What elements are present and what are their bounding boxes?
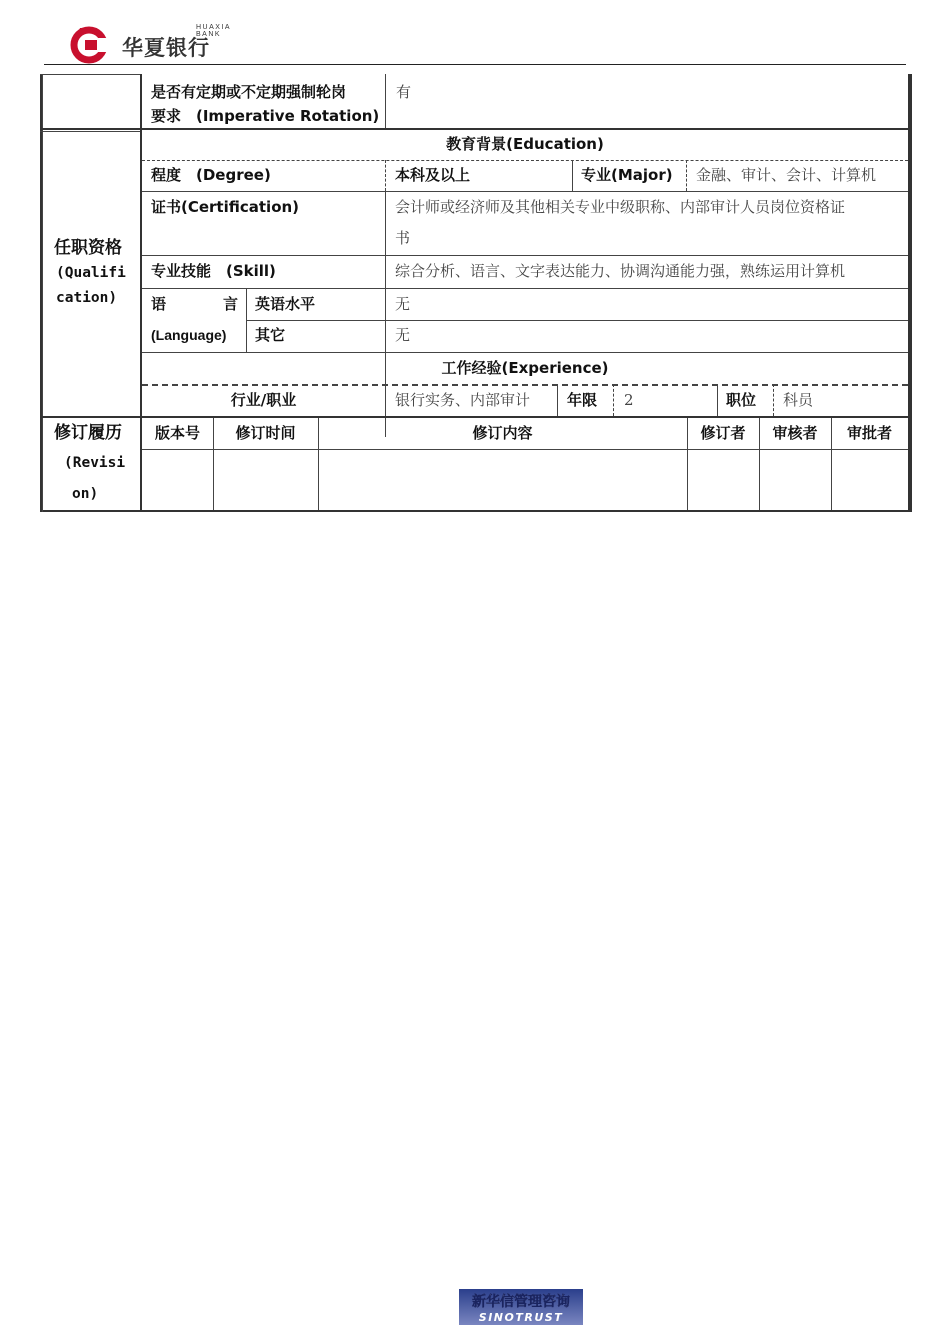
- sinotrust-logo-icon: [459, 1289, 583, 1325]
- english-value: 无: [395, 295, 411, 313]
- header-divider: [44, 64, 906, 65]
- col-line: [717, 384, 718, 416]
- certification-label: 证书(Certification): [151, 198, 300, 216]
- row-line: [142, 384, 908, 386]
- qualification-label-en1: (Qualifi: [56, 265, 126, 281]
- col-line: [572, 160, 573, 191]
- revision-col-content: 修订内容: [472, 424, 533, 442]
- revision-col-date: 修订时间: [235, 424, 296, 442]
- revision-label-cn: 修订履历: [54, 423, 122, 443]
- language-label-b: 言: [223, 295, 239, 313]
- row-line: [40, 128, 910, 130]
- row-line: [142, 255, 908, 256]
- years-label: 年限: [567, 391, 598, 409]
- row-line: [246, 320, 908, 321]
- position-label: 职位: [726, 391, 757, 409]
- row-line: [142, 288, 908, 289]
- bank-name-en: HUAXIA BANK: [196, 24, 231, 38]
- row-line: [40, 131, 140, 132]
- col-line: [385, 384, 386, 416]
- revision-col-approver: 审批者: [846, 424, 892, 442]
- col-line: [773, 384, 774, 416]
- row-line: [142, 160, 908, 161]
- major-label: 专业(Major): [581, 166, 673, 184]
- position-value: 科员: [783, 391, 814, 409]
- col-line: [557, 384, 558, 416]
- qualification-label-cn: 任职资格: [54, 238, 122, 258]
- skill-value: 综合分析、语言、文字表达能力、协调沟通能力强，熟练运用计算机: [395, 262, 846, 280]
- row-line: [142, 449, 908, 450]
- major-value: 金融、审计、会计、计算机: [696, 166, 877, 184]
- revision-col-version: 版本号: [154, 424, 200, 442]
- col-line: [686, 160, 687, 191]
- industry-label: 行业/职业: [230, 391, 297, 409]
- certification-value-line1: 会计师或经济师及其他相关专业中级职称、内部审计人员岗位资格证: [395, 198, 846, 216]
- other-label: 其它: [255, 326, 286, 344]
- row-line: [142, 352, 908, 353]
- table-border-right: [908, 74, 912, 512]
- revision-label-en1: (Revisi: [64, 455, 126, 471]
- footer-line1: 新华信管理咨询: [472, 1294, 570, 1310]
- other-value: 无: [395, 326, 411, 344]
- industry-value: 银行实务、内部审计: [395, 391, 531, 409]
- degree-label: 程度 (Degree): [151, 166, 271, 184]
- inner-left-line: [42, 74, 43, 512]
- col-line: [385, 160, 386, 191]
- rotation-value: 有: [396, 83, 412, 101]
- job-description-table: [40, 74, 912, 512]
- huaxia-bank-logo-icon: [70, 24, 110, 64]
- bank-logo: [70, 22, 240, 62]
- qualification-label-en2: cation): [56, 290, 118, 306]
- language-label-en: (Language): [151, 327, 227, 343]
- revision-col-reviewer: 审核者: [772, 424, 818, 442]
- row-line: [40, 416, 910, 418]
- rotation-label-line2: 要求 (Imperative Rotation): [151, 107, 380, 125]
- experience-title: 工作经验(Experience): [441, 359, 609, 377]
- skill-label: 专业技能 (Skill): [151, 262, 276, 280]
- sinotrust-logo: [459, 1289, 583, 1325]
- revision-col-reviser: 修订者: [700, 424, 746, 442]
- years-value: 2: [624, 391, 634, 409]
- english-label: 英语水平: [255, 295, 316, 313]
- row-line: [142, 191, 908, 192]
- footer-line2: SINOTRUST: [478, 1311, 564, 1324]
- col-line: [385, 74, 386, 128]
- education-title: 教育背景(Education): [446, 135, 604, 153]
- bank-name-cn: 华夏银行: [122, 36, 210, 60]
- degree-value: 本科及以上: [395, 166, 471, 184]
- row-line: [40, 74, 140, 75]
- language-label-a: 语: [151, 295, 167, 313]
- revision-label-en2: on): [72, 486, 99, 502]
- certification-value-line2: 书: [395, 229, 411, 247]
- table-border-bottom: [40, 510, 912, 512]
- col-line: [613, 384, 614, 416]
- rotation-label-line1: 是否有定期或不定期强制轮岗: [151, 83, 347, 101]
